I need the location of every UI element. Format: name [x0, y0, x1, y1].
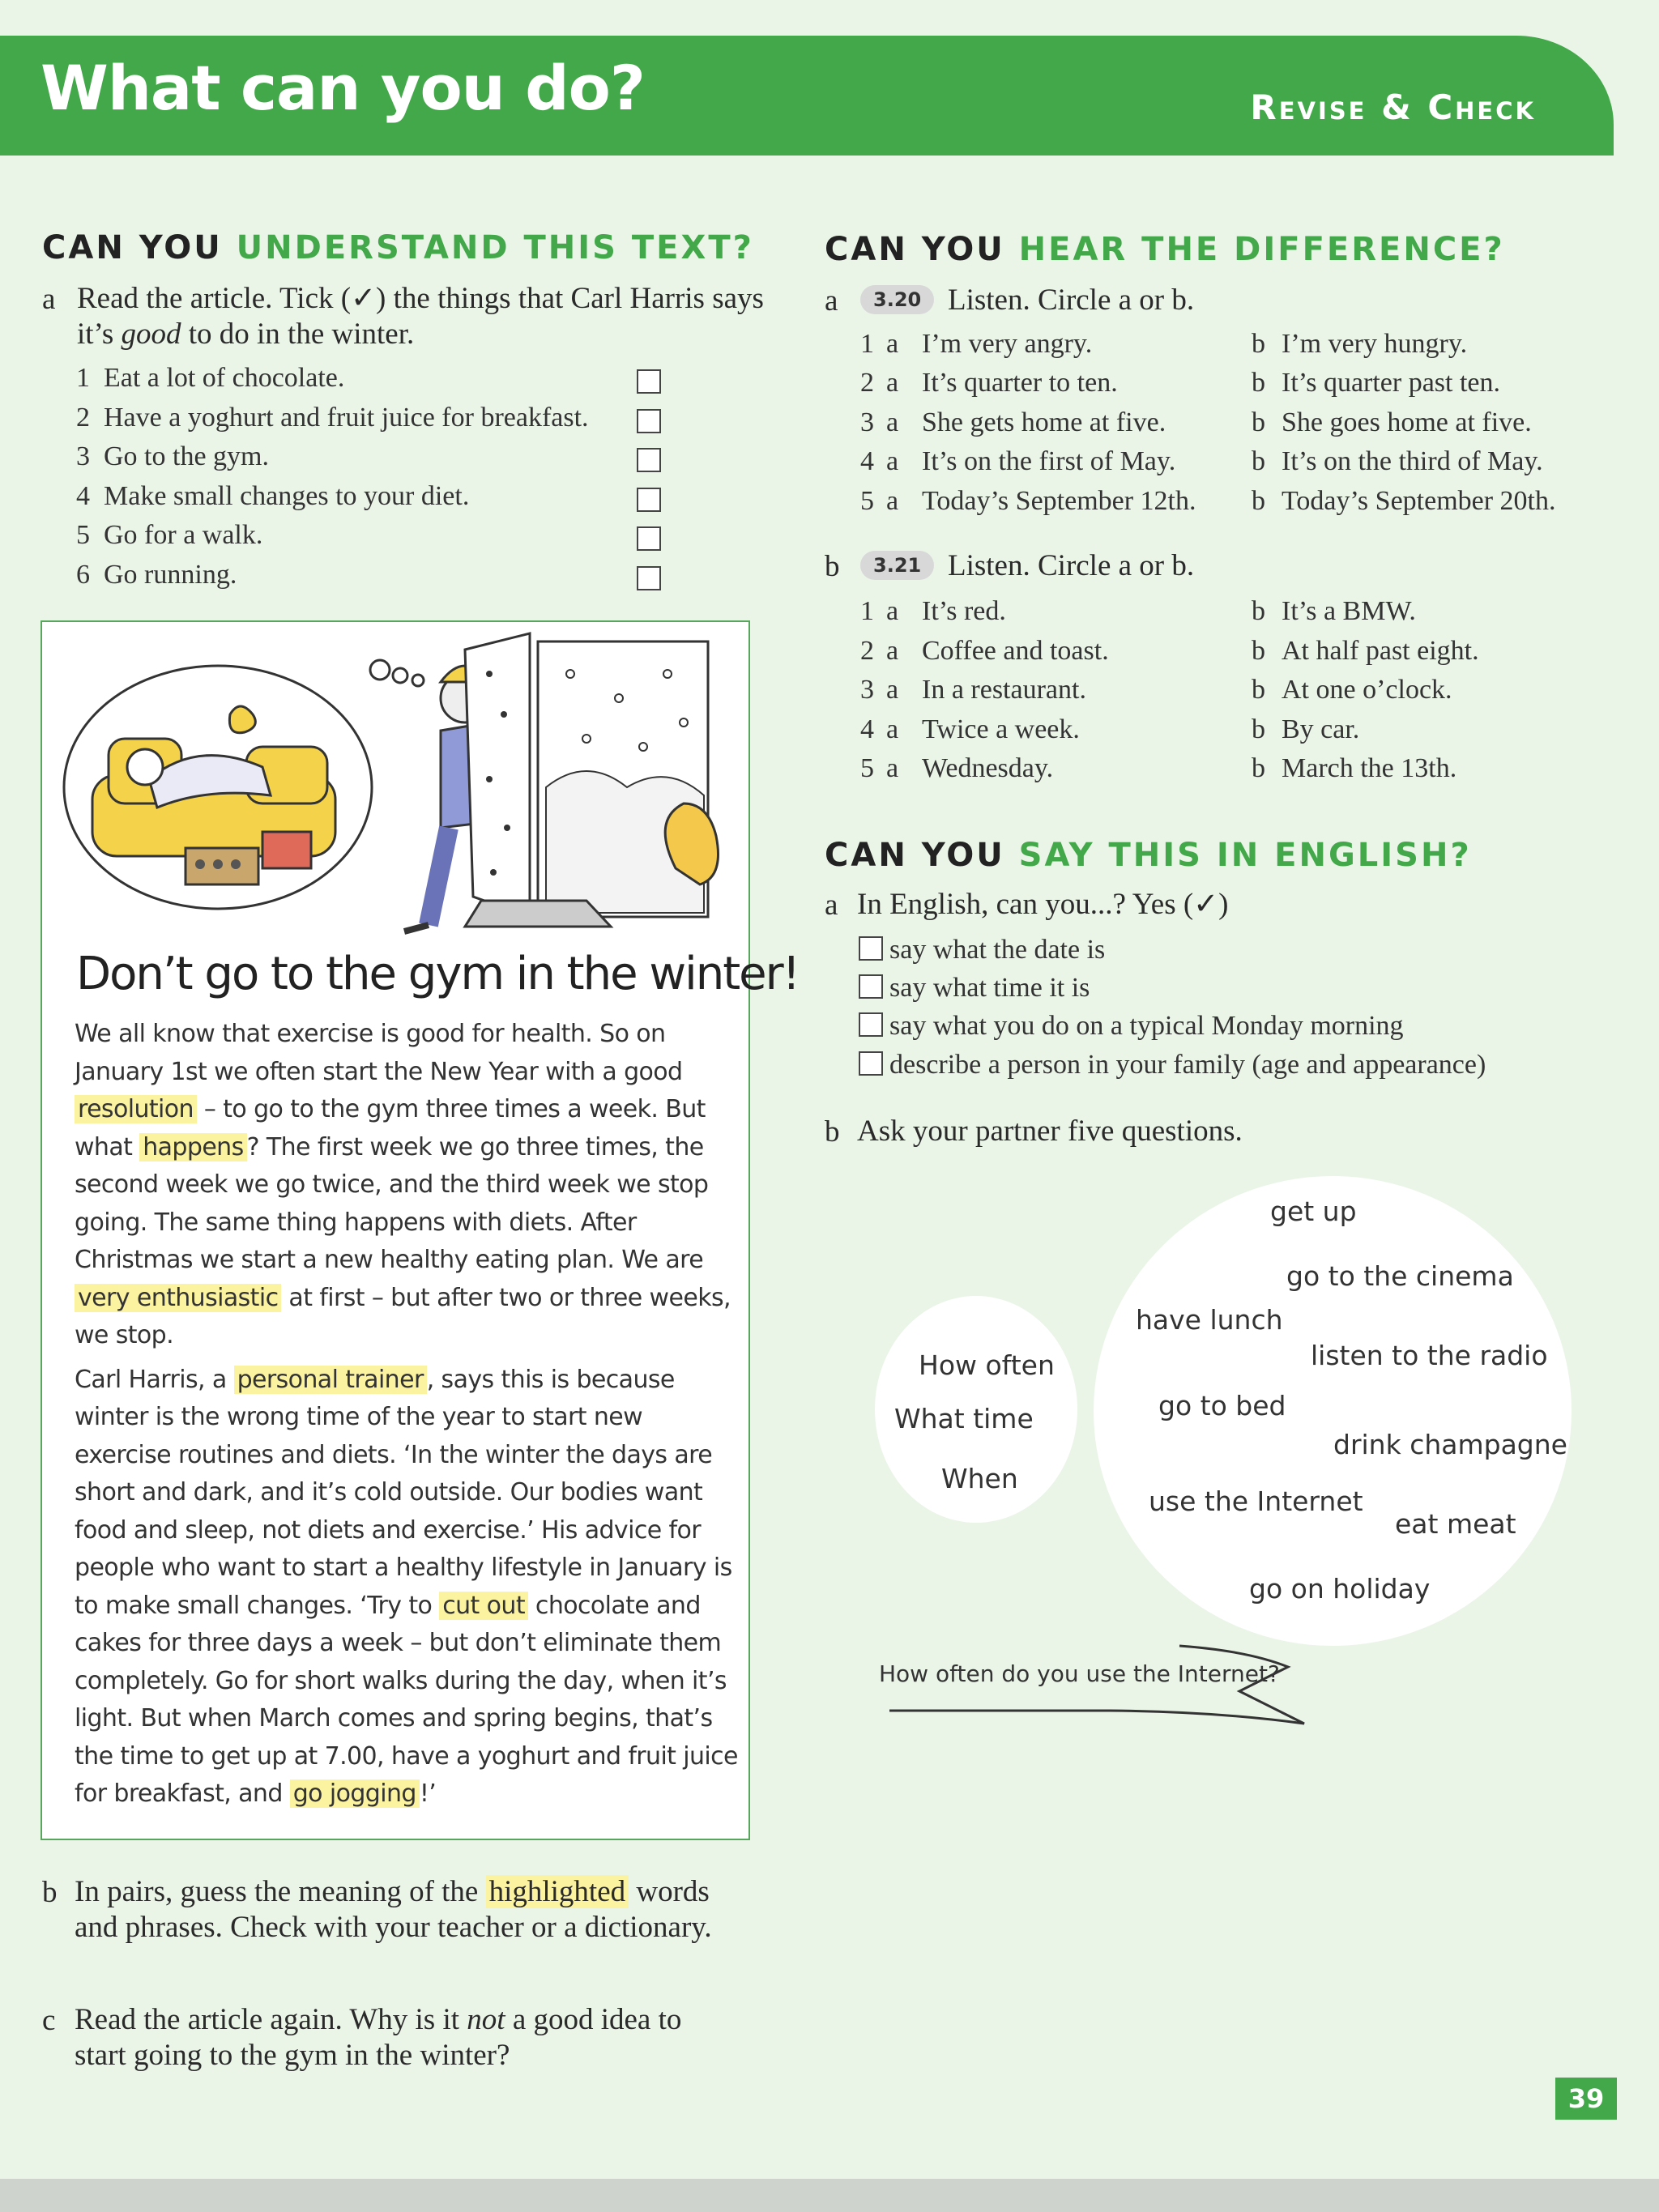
exercise-letter-a: a [825, 284, 838, 318]
instruction-emphasis: good [121, 318, 181, 351]
checklist-text: say what time it is [889, 973, 1090, 1003]
option-a-letter[interactable]: a [886, 596, 899, 626]
item-number: 5 [76, 520, 90, 550]
tick-box[interactable] [637, 566, 661, 590]
row-number: 5 [860, 486, 874, 516]
item-number: 1 [76, 363, 90, 393]
check-box[interactable] [859, 936, 883, 961]
audio-track-badge[interactable]: 3.21 [860, 551, 934, 580]
checklist-text: describe a person in your family (age and appearance) [889, 1050, 1486, 1080]
heading-highlight: UNDERSTAND THIS TEXT? [236, 229, 754, 266]
hear-instruction-b: Listen. Circle a or b. [948, 549, 1195, 582]
option-a-letter[interactable]: a [886, 368, 899, 398]
checklist-item [859, 1011, 1404, 1042]
option-b-letter[interactable]: b [1252, 329, 1265, 359]
tick-item-text: Make small changes to your diet. [104, 481, 470, 511]
option-b-text: She goes home at five. [1282, 407, 1532, 437]
option-a-text: It’s red. [922, 596, 1006, 626]
tick-item-text: Have a yoghurt and fruit juice for breakfast. [104, 403, 589, 433]
option-b-letter[interactable]: b [1252, 714, 1265, 744]
row-number: 5 [860, 753, 874, 783]
article-text: ? The first week we go three times, the second week we go twice, and the third week we stop going. The same thing happens with diets. After Christmas we start a new healthy eating plan. We are [75, 1132, 709, 1274]
exercise-letter-b: b [42, 1876, 58, 1909]
row-number: 2 [860, 636, 874, 666]
option-a-text: It’s quarter to ten. [922, 368, 1118, 398]
checklist-text: say what you do on a typical Monday morning [889, 1011, 1404, 1041]
highlighted-phrase: cut out [439, 1592, 528, 1620]
say-instruction-a: In English, can you...? Yes (✓) [857, 888, 1229, 921]
option-a-letter[interactable]: a [886, 486, 899, 516]
highlighted-phrase: very enthusiastic [75, 1284, 281, 1312]
page-number: 39 [1555, 2078, 1617, 2120]
article-paragraph-1 [75, 1016, 739, 1355]
instruction-text: to do in the winter. [181, 318, 415, 351]
option-a-text: It’s on the first of May. [922, 446, 1176, 476]
option-a-letter[interactable]: a [886, 753, 899, 783]
row-number: 1 [860, 329, 874, 359]
row-number: 2 [860, 368, 874, 398]
exercise-letter-b: b [825, 550, 840, 583]
example-question: How often do you use the Internet? [879, 1660, 1280, 1687]
item-number: 4 [76, 481, 90, 511]
phrase: go to bed [1158, 1390, 1286, 1421]
item-number: 3 [76, 441, 90, 471]
checklist-text: say what the date is [889, 935, 1106, 965]
option-a-text: I’m very angry. [922, 329, 1093, 359]
option-b-text: By car. [1282, 714, 1360, 744]
item-number: 6 [76, 560, 90, 590]
question-word: When [941, 1463, 1018, 1494]
option-b-text: It’s on the third of May. [1282, 446, 1543, 476]
row-number: 4 [860, 714, 874, 744]
heading-prefix: CAN YOU [825, 231, 1019, 268]
option-a-letter[interactable]: a [886, 407, 899, 437]
option-b-text: I’m very hungry. [1282, 329, 1468, 359]
heading-highlight: SAY THIS IN ENGLISH? [1018, 837, 1472, 874]
article-title: Don’t go to the gym in the winter! [76, 948, 800, 1000]
row-number: 3 [860, 407, 874, 437]
heading-highlight: HEAR THE DIFFERENCE? [1018, 231, 1505, 268]
item-number: 2 [76, 403, 90, 433]
highlighted-phrase: resolution [75, 1095, 197, 1123]
option-b-letter[interactable]: b [1252, 675, 1265, 705]
audio-track-badge[interactable]: 3.20 [860, 285, 934, 314]
section-label: Revise & Check [1250, 87, 1536, 127]
option-b-text: Today’s September 20th. [1282, 486, 1556, 516]
article-text: Carl Harris, a [75, 1365, 234, 1394]
check-box[interactable] [859, 1051, 883, 1076]
option-a-text: Today’s September 12th. [922, 486, 1196, 516]
article-text: , says this is because winter is the wrong time of the year to start new exercise routines and diets. ‘In the winter the days are short and dark, and it’s cold outside. Our bodies want food and sleep, not diets and exercise.’ His advice for people who want to start a healthy lifestyle in January is to make small changes. ‘Try to [75, 1365, 732, 1620]
question-word: How often [919, 1349, 1055, 1381]
tick-box[interactable] [637, 488, 661, 512]
row-number: 1 [860, 596, 874, 626]
page-bottom-edge [0, 2179, 1659, 2212]
highlighted-phrase: go jogging [290, 1779, 420, 1808]
row-number: 4 [860, 446, 874, 476]
option-b-text: At one o’clock. [1282, 675, 1452, 705]
option-a-letter[interactable]: a [886, 446, 899, 476]
phrase: use the Internet [1149, 1485, 1363, 1517]
checklist-item [859, 935, 1105, 965]
page-title: What can you do? [41, 52, 645, 124]
tick-item-text: Go running. [104, 560, 237, 590]
tick-box[interactable] [637, 526, 661, 551]
article-text: !’ [419, 1779, 437, 1808]
exercise-letter-b: b [825, 1115, 840, 1149]
option-b-letter[interactable]: b [1252, 596, 1265, 626]
say-instruction-b: Ask your partner five questions. [857, 1115, 1243, 1148]
option-b-text: At half past eight. [1282, 636, 1479, 666]
checklist-item [859, 1050, 1486, 1080]
option-a-letter[interactable]: a [886, 636, 899, 666]
phrase: get up [1270, 1196, 1357, 1227]
article-text: at first – but after two or three weeks, we stop. [75, 1283, 731, 1349]
tick-item-text: Go to the gym. [104, 441, 269, 471]
highlighted-phrase: personal trainer [234, 1366, 427, 1394]
phrase: drink champagne [1333, 1429, 1567, 1460]
check-box[interactable] [859, 974, 883, 999]
tick-box[interactable] [637, 369, 661, 394]
hear-heading [825, 231, 1505, 268]
instruction-text: In pairs, guess the meaning of the [75, 1875, 486, 1908]
article-body [75, 1016, 739, 1813]
option-a-text: Coffee and toast. [922, 636, 1109, 666]
highlighted-phrase: happens [139, 1133, 246, 1161]
row-number: 3 [860, 675, 874, 705]
option-a-text: Wednesday. [922, 753, 1054, 783]
option-a-text: She gets home at five. [922, 407, 1166, 437]
instruction-emphasis: not [467, 2003, 505, 2036]
tick-item-text: Eat a lot of chocolate. [104, 363, 345, 393]
hear-instruction-a: Listen. Circle a or b. [948, 283, 1195, 317]
article-text: We all know that exercise is good for health. So on January 1st we often start the New Year with a good [75, 1020, 683, 1086]
option-a-text: Twice a week. [922, 714, 1080, 744]
option-a-letter[interactable]: a [886, 675, 899, 705]
option-b-letter[interactable]: b [1252, 486, 1265, 516]
instruction-text: Read the article. Tick (✓) the things that Carl Harris says it’s [77, 282, 764, 351]
phrase: go on holiday [1249, 1573, 1431, 1605]
option-b-text: March the 13th. [1282, 753, 1457, 783]
winter-illustration [60, 625, 732, 938]
understand-instruction-a [77, 281, 774, 352]
option-a-text: In a restaurant. [922, 675, 1086, 705]
understand-instruction-b [75, 1874, 714, 1946]
question-word: What time [894, 1403, 1034, 1434]
understand-heading [42, 229, 754, 266]
article-text: – to go to the gym three times a week. But what [75, 1095, 706, 1161]
check-box[interactable] [859, 1012, 883, 1037]
phrase: listen to the radio [1311, 1340, 1548, 1371]
phrase: eat meat [1395, 1508, 1516, 1540]
phrase: have lunch [1136, 1304, 1283, 1336]
highlighted-word: highlighted [486, 1875, 629, 1908]
exercise-letter-c: c [42, 2004, 56, 2037]
option-b-text: It’s quarter past ten. [1282, 368, 1501, 398]
instruction-text: words and phrases. Check with your teacher or a dictionary. [75, 1875, 712, 1944]
option-a-letter[interactable]: a [886, 714, 899, 744]
heading-prefix: CAN YOU [825, 837, 1019, 874]
option-b-letter[interactable]: b [1252, 753, 1265, 783]
option-b-letter[interactable]: b [1252, 446, 1265, 476]
instruction-text: a good idea to start going to the gym in the winter? [75, 2003, 682, 2072]
exercise-letter-a: a [825, 889, 838, 922]
instruction-text: Read the article again. Why is it [75, 2003, 467, 2036]
option-b-letter[interactable]: b [1252, 407, 1265, 437]
understand-instruction-c [75, 2002, 723, 2073]
option-a-letter[interactable]: a [886, 329, 899, 359]
checklist-item [859, 973, 1090, 1004]
option-b-text: It’s a BMW. [1282, 596, 1416, 626]
exercise-letter-a: a [42, 283, 56, 316]
say-heading [825, 837, 1472, 874]
heading-prefix: CAN YOU [42, 229, 237, 266]
option-b-letter[interactable]: b [1252, 636, 1265, 666]
tick-box[interactable] [637, 409, 661, 433]
option-b-letter[interactable]: b [1252, 368, 1265, 398]
tick-box[interactable] [637, 448, 661, 472]
article-paragraph-2 [75, 1362, 739, 1813]
tick-item-text: Go for a walk. [104, 520, 263, 550]
article-text: chocolate and cakes for three days a week – but don’t eliminate them completely. Go for short walks during the day, when it’s light. But when March comes and spring begins, that’s the time to get up at 7.00, have a yoghurt and fruit juice for breakfast, and [75, 1591, 738, 1808]
phrase: go to the cinema [1286, 1260, 1514, 1292]
